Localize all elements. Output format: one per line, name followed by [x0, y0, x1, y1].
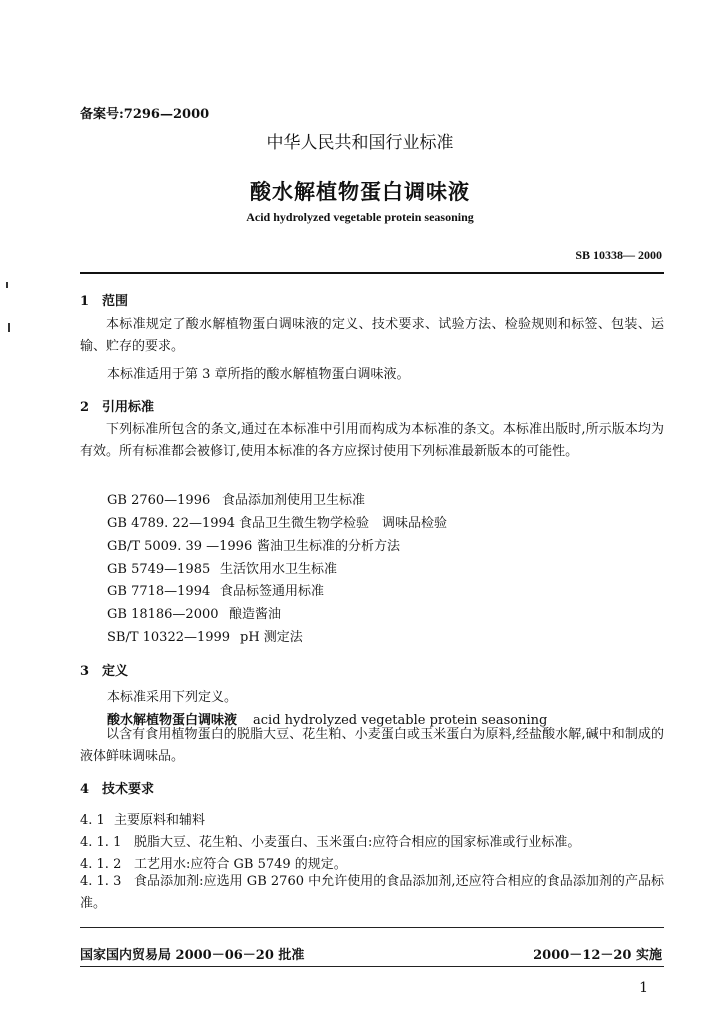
section-number: 1 [80, 294, 90, 309]
reference-item [107, 580, 324, 599]
clause-text: 工艺用水:应符合 GB 5749 的规定。 [134, 857, 347, 872]
reference-code: GB 5749—1985 [107, 562, 211, 577]
reference-name: 食品添加剂使用卫生标准 [222, 493, 366, 508]
reference-code: GB/T 5009. 39 —1996 [107, 539, 253, 554]
clause-number: 4. 1. 3 [80, 874, 122, 889]
clause-4-1-3 [80, 871, 664, 915]
record-number: 备案号:7296—2000 [80, 107, 210, 122]
footer-bottom-divider [80, 966, 664, 967]
footer-divider [80, 927, 664, 928]
reference-name: 酿造酱油 [229, 607, 282, 622]
reference-item [107, 558, 337, 577]
reference-item [107, 626, 303, 645]
section-number: 3 [80, 664, 90, 679]
scan-mark [6, 282, 8, 288]
english-title: Acid hydrolyzed vegetable protein seasoning [246, 210, 474, 224]
section-title: 技术要求 [102, 782, 155, 797]
clause-number: 4. 1. 2 [80, 857, 122, 872]
clause-4-1 [80, 809, 205, 828]
reference-item [107, 512, 447, 531]
paragraph: 本标准规定了酸水解植物蛋白调味液的定义、技术要求、试验方法、检验规则和标签、包装、运输、贮存的要求。 [80, 317, 664, 354]
section-2-heading [80, 396, 154, 415]
term-chinese: 酸水解植物蛋白调味液 [107, 713, 238, 728]
standard-type: 中华人民共和国行业标准 [266, 133, 454, 153]
standard-code: SB 10338— 2000 [575, 248, 662, 262]
reference-name: pH 测定法 [240, 630, 303, 645]
section-number: 4 [80, 782, 90, 797]
implementation-date: 2000－12－20 实施 [533, 948, 662, 963]
reference-item [107, 535, 400, 554]
reference-item [107, 603, 281, 622]
clause-text: 脱脂大豆、花生粕、小麦蛋白、玉米蛋白:应符合相应的国家标准或行业标准。 [134, 835, 581, 850]
section-1-heading [80, 290, 128, 309]
reference-code: GB 18186—2000 [107, 607, 219, 622]
reference-code: GB 7718—1994 [107, 584, 211, 599]
header-divider [80, 272, 664, 274]
clause-number: 4. 1 [80, 813, 105, 828]
section-title: 范围 [102, 294, 129, 309]
reference-code: GB 4789. 22—1994 [107, 516, 236, 531]
section-title: 引用标准 [102, 400, 155, 415]
reference-name: 酱油卫生标准的分析方法 [257, 539, 401, 554]
clause-4-1-1 [80, 831, 580, 850]
clause-text: 主要原料和辅料 [114, 813, 206, 828]
term-english: acid hydrolyzed vegetable protein seasoning [253, 713, 548, 728]
clause-text: 食品添加剂:应选用 GB 2760 中允许使用的食品添加剂,还应符合相应的食品添加剂的产品标准。 [80, 874, 664, 911]
reference-name: 食品卫生微生物学检验 调味品检验 [239, 516, 448, 531]
clause-4-1-2 [80, 853, 347, 872]
reference-code: GB 2760—1996 [107, 493, 211, 508]
page-number: 1 [639, 980, 648, 996]
paragraph: 下列标准所包含的条文,通过在本标准中引用而构成为本标准的条文。本标准出版时,所示版本均为有效。所有标准都会被修订,使用本标准的各方应探讨使用下列标准最新版本的可能性。 [80, 422, 664, 459]
section-number: 2 [80, 400, 90, 415]
scan-mark [8, 323, 10, 332]
section-3-heading [80, 660, 128, 679]
definition-text: 以含有食用植物蛋白的脱脂大豆、花生粕、小麦蛋白或玉米蛋白为原料,经盐酸水解,碱中和制成的液体鲜味调味品。 [80, 727, 664, 764]
paragraph: 本标准适用于第 3 章所指的酸水解植物蛋白调味液。 [107, 367, 410, 382]
reference-name: 生活饮用水卫生标准 [220, 562, 338, 577]
reference-item [107, 489, 365, 508]
approval-line: 国家国内贸易局 2000－06－20 批准 [80, 948, 305, 963]
reference-code: SB/T 10322—1999 [107, 630, 231, 645]
section-4-heading [80, 778, 154, 797]
page-title: 酸水解植物蛋白调味液 [250, 179, 470, 204]
reference-name: 食品标签通用标准 [220, 584, 325, 599]
clause-number: 4. 1. 1 [80, 835, 122, 850]
section-title: 定义 [102, 664, 129, 679]
paragraph: 本标准采用下列定义。 [107, 690, 238, 705]
